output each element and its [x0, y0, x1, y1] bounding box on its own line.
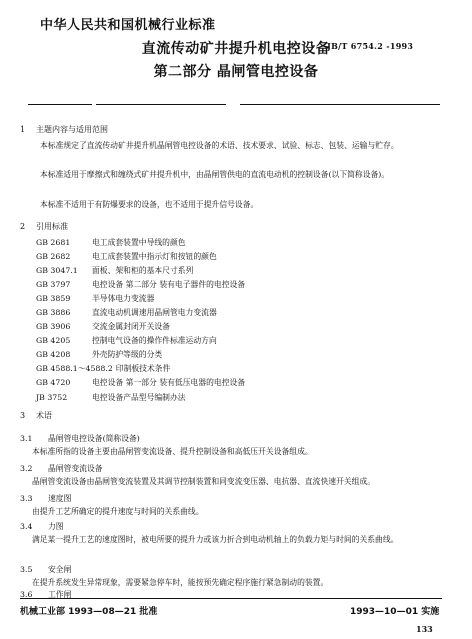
- list-item: [36, 391, 245, 405]
- section-heading: [20, 221, 68, 232]
- section-title: 引用标准: [36, 222, 68, 231]
- standard-name: 外壳防护等级的分类: [92, 350, 163, 360]
- standard-name: 印制板技术条件: [115, 364, 171, 374]
- section-number: 1: [20, 125, 26, 134]
- standard-name: 控制电气设备的操作件标准运动方向: [92, 336, 217, 346]
- definition-term: 力图: [48, 522, 64, 531]
- definition-term: 安全闸: [48, 565, 72, 574]
- section-number: 2: [20, 222, 26, 231]
- standard-code: JB 3752: [36, 392, 68, 402]
- standard-name: 面板、架和柜的基本尺寸系列: [92, 266, 194, 276]
- approval-date: 机械工业部 1993—08—21 批准: [20, 607, 158, 617]
- list-item: [36, 250, 245, 264]
- header-divider: [240, 104, 440, 105]
- document-title: 直流传动矿井提升机电控设备: [141, 41, 331, 57]
- header-divider: [28, 104, 92, 105]
- list-item: [36, 376, 245, 390]
- definition-body: 由提升工艺所确定的提升速度与时间的关系曲线。: [32, 507, 204, 516]
- standard-code: GB 2681: [36, 238, 71, 247]
- section-title: 术语: [36, 411, 52, 420]
- page-number: 133: [416, 624, 433, 634]
- footer-divider: [20, 598, 442, 599]
- definition-heading: [20, 493, 71, 504]
- list-item: [36, 320, 245, 334]
- list-item: [36, 348, 245, 362]
- definition-body: 在提升系统发生异常现象，需要紧急停车时，能按预先确定程序施行紧急制动的装置。: [32, 578, 329, 587]
- definition-heading: [20, 521, 64, 532]
- paragraph: 本标准规定了直流传动矿井提升机晶闸管电控设备的术语、技术要求、试验、标志、包装、运输与贮存。: [40, 141, 399, 150]
- effective-date: 1993—10—01 实施: [350, 607, 440, 617]
- definition-heading: [20, 433, 140, 444]
- standard-name: 直流电动机调速用晶闸管电力变流器: [92, 308, 217, 318]
- standard-name: 电控设备 第二部分 装有电子器件的电控设备: [92, 280, 246, 290]
- standard-name: 半导体电力变流器: [92, 294, 155, 304]
- list-item: [36, 278, 245, 292]
- standard-code: GB 3859: [36, 294, 71, 304]
- definition-number: 3.4: [20, 522, 33, 531]
- definition-term: 速度图: [48, 494, 72, 503]
- header-divider: [96, 104, 226, 105]
- issuing-org-header: 中华人民共和国机械行业标准: [40, 18, 216, 33]
- definition-number: 3.5: [20, 565, 33, 574]
- definition-number: 3.2: [20, 464, 33, 473]
- standard-name: 电工成套装置中指示灯和按钮的颜色: [92, 252, 217, 262]
- paragraph: 本标准适用于摩擦式和缠绕式矿井提升机中，由晶闸管供电的直流电动机的控制设备(以下简称设备)。: [40, 170, 390, 179]
- standard-number: JB/T 6754.2 -1993: [327, 41, 414, 51]
- section-number: 3: [20, 411, 26, 420]
- standard-name: 电控设备产品型号编制办法: [92, 392, 186, 402]
- list-item: [36, 264, 245, 278]
- standard-code: GB 4720: [36, 378, 71, 388]
- list-item: [36, 362, 245, 376]
- list-item: [36, 306, 245, 320]
- standard-name: 电工成套装置中导线的颜色: [92, 238, 186, 247]
- definition-body: 满足某一提升工艺的速度图时，被电所要的提升力或该力折合到电动机轴上的负载力矩与时间的关系曲线。: [32, 535, 399, 544]
- definition-body: 本标准所指的设备主要由晶闸管变流设备、提升控制设备和高低压开关设备组成。: [32, 447, 313, 456]
- list-item: [36, 292, 245, 306]
- standard-name: 交流金属封闭开关设备: [92, 322, 170, 332]
- paragraph: 本标准不适用于有防爆要求的设备，也不适用于提升信号设备。: [40, 200, 259, 209]
- standard-code: GB 4208: [36, 350, 71, 360]
- standard-code: GB 3047.1: [36, 266, 78, 276]
- definition-term: 晶闸管变流设备: [48, 464, 103, 473]
- definition-term: 晶闸管电控设备(简称设备): [48, 434, 140, 443]
- definition-number: 3.3: [20, 494, 33, 503]
- list-item: [36, 334, 245, 348]
- section-title: 主题内容与适用范围: [36, 125, 108, 134]
- definition-heading: [20, 564, 71, 575]
- standard-code: GB 3797: [36, 280, 71, 290]
- section-heading: [20, 124, 108, 135]
- standard-code: GB 2682: [36, 252, 71, 262]
- document-subtitle: 第二部分 晶闸管电控设备: [153, 64, 319, 80]
- standard-name: 电控设备 第一部分 装有低压电器的电控设备: [92, 378, 246, 388]
- referenced-standards-list: [36, 236, 245, 405]
- definition-body: 晶闸管变流设备由晶闸管变流装置及其调节控制装置和同变流变压器、电抗器、直流快速开关组成。: [32, 477, 376, 486]
- standard-code: GB 3906: [36, 322, 71, 332]
- standard-code: GB 3886: [36, 308, 71, 318]
- list-item: [36, 236, 245, 250]
- standard-code: GB 4205: [36, 336, 71, 346]
- definition-heading: [20, 463, 103, 474]
- standard-code: GB 4588.1～4588.2: [36, 364, 113, 374]
- definition-term: 工作闸: [48, 590, 72, 599]
- section-heading: [20, 410, 52, 421]
- definition-number: 3.1: [20, 434, 33, 443]
- definition-number: 3.6: [20, 590, 33, 599]
